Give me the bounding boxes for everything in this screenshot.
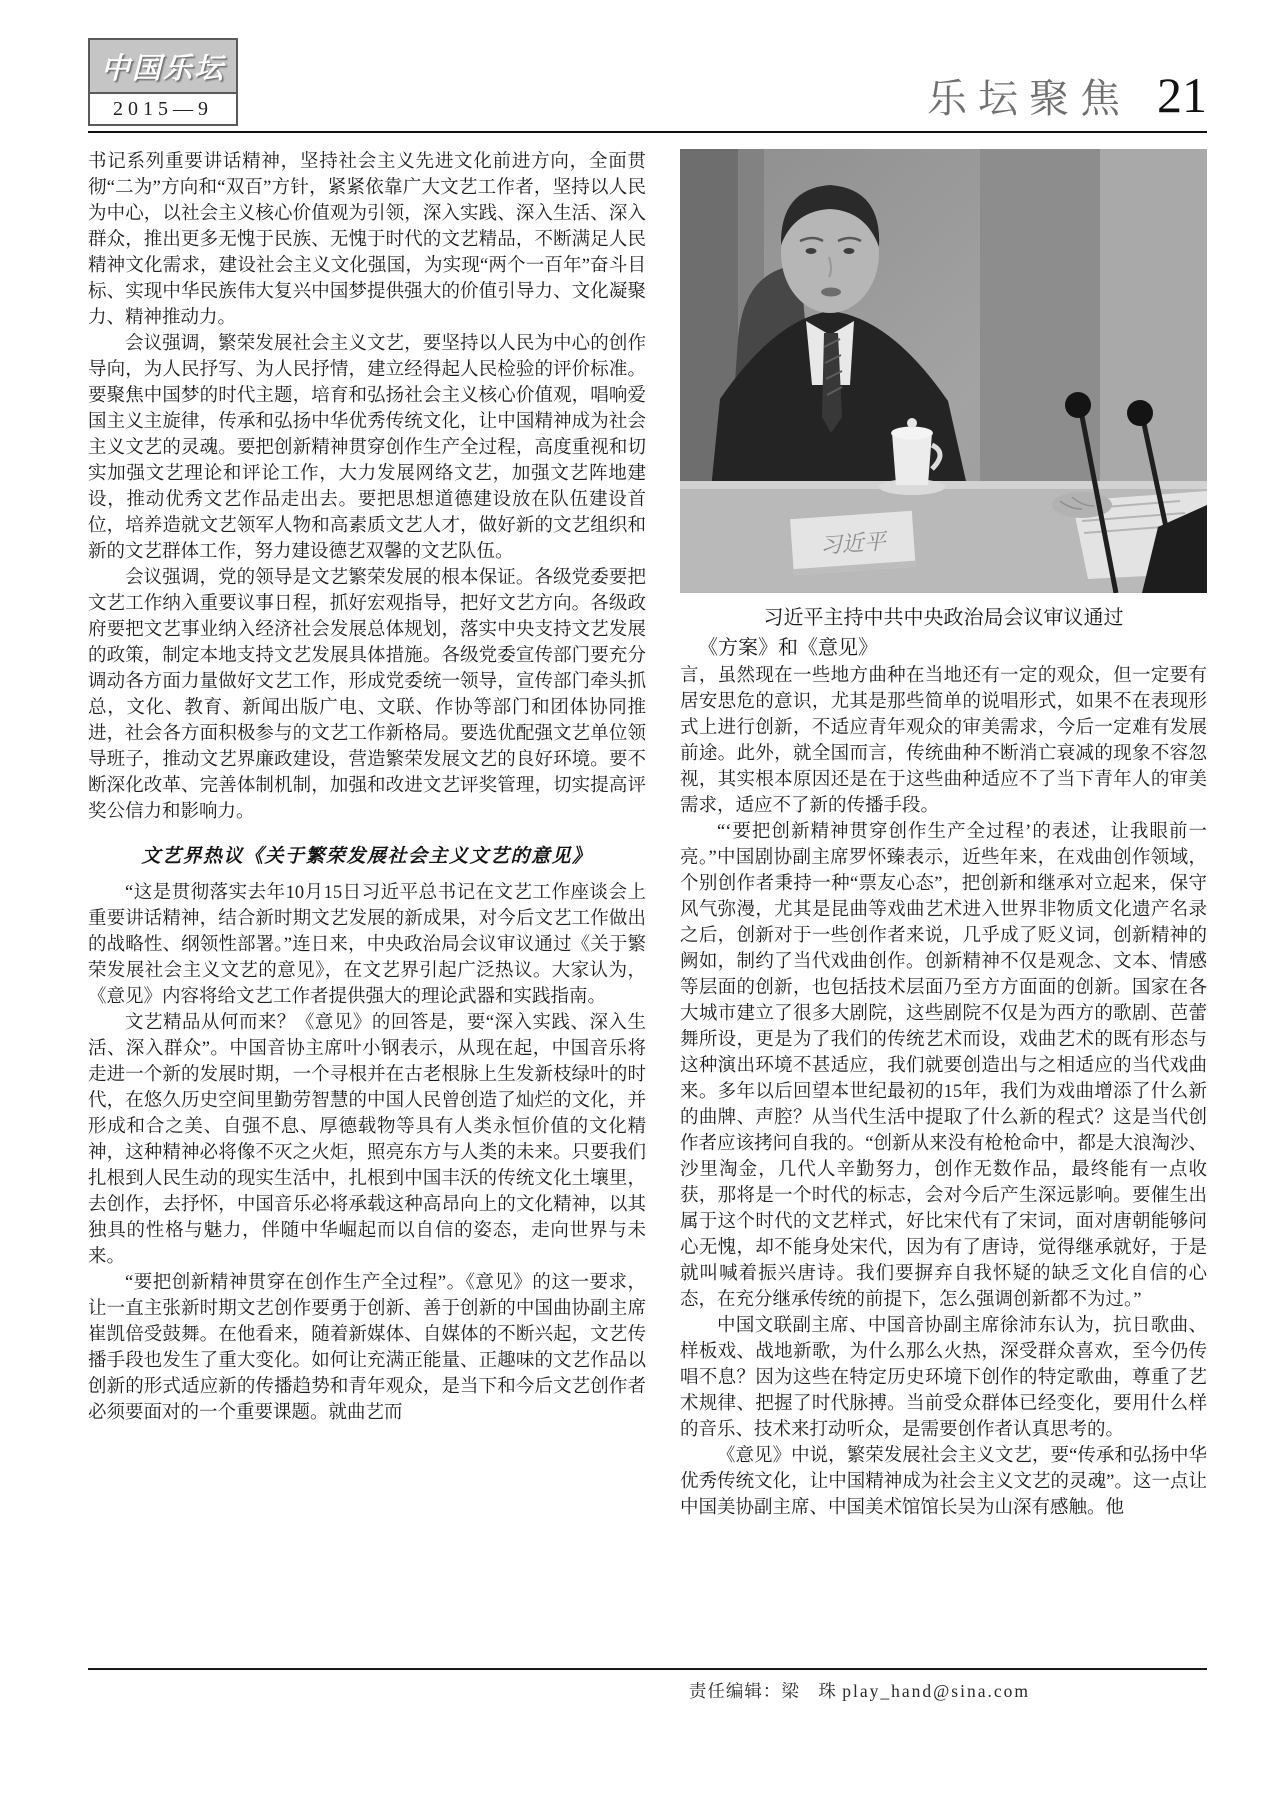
article-paragraph: 《意见》中说，繁荣发展社会主义文艺，要“传承和弘扬中华优秀传统文化，让中国精神成为社会主义文艺的灵魂”。这一点让中国美协副主席、中国美术馆馆长吴为山深有感触。他 xyxy=(680,1446,1207,1518)
editor-label: 责任编辑：梁 珠 xyxy=(688,1681,837,1701)
article-paragraph: 书记系列重要讲话精神，坚持社会主义先进文化前进方向，全面贯彻“二为”方向和“双百”方针，紧紧依靠广大文艺工作者，坚持以人民为中心，以社会主义核心价值观为引领，深入实践、深入生活、深入群众，推出更多无愧于民族、无愧于时代的文艺精品，不断满足人民精神文化需求，建设社会主义文化强国，为实现“两个一百年”奋斗目标、实现中华民族伟大复兴中国梦提供强大的价值引导力、文化凝聚力、精神推动力。 xyxy=(88,152,646,328)
nameplate xyxy=(790,511,916,575)
editor-email: play_hand@sina.com xyxy=(842,1681,1030,1701)
meeting-photo-illustration xyxy=(680,149,1207,593)
article-paragraph: 文艺精品从何而来？《意见》的回答是，要“深入实践、深入生活、深入群众”。中国音协主席叶小钢表示，从现在起，中国音乐将走进一个新的发展时期，一个寻根并在古老根脉上生发新枝绿叶的时代，在悠久历史空间里勤劳智慧的中国人民曾创造了灿烂的文化，并形成和合之美、自强不息、厚德载物等具有人类永恒价值的文化精神，这种精神必将像不灭之火炬，照亮东方与人类的未来。只要我们扎根到人民生动的现实生活中，扎根到中国丰沃的传统文化土壤里，去创作，去抒怀，中国音乐必将承载这种高昂向上的文化精神，以其独具的性格与魅力，伴随中华崛起而以自信的姿态，走向世界与未来。 xyxy=(88,1013,646,1267)
right-column xyxy=(680,149,1207,1655)
nameplate-text: 习近平 xyxy=(819,528,887,559)
article-columns xyxy=(88,149,1207,1655)
editor-credit xyxy=(88,1678,1207,1703)
page-content xyxy=(88,38,1207,1655)
section-title: 乐坛聚焦 xyxy=(927,76,1131,121)
logo-title-cell xyxy=(90,40,236,94)
page-number: 21 xyxy=(1157,67,1207,123)
photo-caption xyxy=(680,603,1207,663)
masthead xyxy=(88,38,1207,126)
meeting-photo xyxy=(680,149,1207,593)
article-paragraph: “‘要把创新精神贯穿创作生产全过程’的表述，让我眼前一亮。”中国剧协副主席罗怀臻表示，近些年来，在戏曲创作领域，个别创作者秉持一种“票友心态”，把创新和继承对立起来，保守风气弥漫，尤其是昆曲等戏曲艺术进入世界非物质文化遗产名录之后，创新对于一些创作者来说，几乎成了贬义词，创新精神的阙如，制约了当代戏曲创作。创新精神不仅是观念、文本、情感等层面的创新，也包括技术层面乃至方方面面的创新。国家在各大城市建立了很多大剧院，这些剧院不仅是为西方的歌剧、芭蕾舞所设，更是为了我们的传统艺术而设，戏曲艺术的既有形态与这种演出环境不甚适应，我们就要创造出与之相适应的当代戏曲来。多年以后回望本世纪最初的15年，我们为戏曲增添了什么新的曲牌、声腔？从当代生活中提取了什么新的程式？这是当代创作者应该拷问自我的。“创新从来没有枪枪命中，都是大浪淘沙、沙里淘金，几代人辛勤努力，创作无数作品，最终能有一点收获，那将是一个时代的标志，会对今后产生深远影响。要催生出属于这个时代的文艺样式，好比宋代有了宋词，面对唐朝能够问心无愧，却不能身处宋代，因为有了唐诗，觉得继承就好，于是就叫喊着振兴唐诗。我们要摒弃自我怀疑的缺乏文化自信的心态，在充分继承传统的前提下，怎么强调创新都不为过。” xyxy=(680,822,1207,1310)
article-paragraph: “这是贯彻落实去年10月15日习近平总书记在文艺工作座谈会上重要讲话精神，结合新时期文艺发展的新成果，对今后文艺工作做出的战略性、纲领性部署。”连日来，中央政治局会议审议通过《关于繁荣发展社会主义文艺的意见》，在文艺界引起广泛热议。大家认为，《意见》内容将给文艺工作者提供强大的理论武器和实践指南。 xyxy=(88,883,646,1007)
issue-number: 2015—9 xyxy=(113,97,213,120)
article-paragraph: 言，虽然现在一些地方曲种在当地还有一定的观众，但一定要有居安思危的意识，尤其是那些简单的说唱形式，如果不在表现形式上进行创新，不适应青年观众的审美需求，今后一定难有发展前途。此外，就全国而言，传统曲种不断消亡衰减的现象不容忽视，其实根本原因还是在于这些曲种适应不了当下青年人的审美需求，适应不了新的传播手段。 xyxy=(680,666,1207,816)
magazine-logo xyxy=(88,38,238,126)
masthead-right xyxy=(927,67,1207,126)
footer-rule xyxy=(88,1668,1207,1670)
logo-issue-cell xyxy=(90,94,236,124)
magazine-title: 中国乐坛 xyxy=(100,50,225,85)
article-paragraph: 会议强调，党的领导是文艺繁荣发展的根本保证。各级党委要把文艺工作纳入重要议事日程，抓好宏观指导，把好文艺方向。各级政府要把文艺事业纳入经济社会发展总体规划，落实中央支持文艺发展的政策，制定本地支持文艺发展具体措施。各级党委宣传部门要充分调动各方面力量做好文艺工作，形成党委统一领导，宣传部门牵头抓总，文化、教育、新闻出版广电、文联、作协等部门和团体协同推进，社会各方面积极参与的文艺工作新格局。要选优配强文艺单位领导班子，推动文艺界廉政建设，营造繁荣发展文艺的良好环境。要不断深化改革、完善体制机制，加强和改进文艺评奖管理，切实提高评奖公信力和影响力。 xyxy=(88,568,646,822)
caption-line-2: 《方案》和《意见》 xyxy=(698,637,878,659)
caption-line-1: 习近平主持中共中央政治局会议审议通过 xyxy=(763,607,1124,629)
article-paragraph: 会议强调，繁荣发展社会主义文艺，要坚持以人民为中心的创作导向，为人民抒写、为人民抒情，建立经得起人民检验的评价标准。要聚焦中国梦的时代主题，培育和弘扬社会主义核心价值观，唱响爱国主义主旋律，传承和弘扬中华优秀传统文化，让中国精神成为社会主义文艺的灵魂。要把创新精神贯穿创作生产全过程，高度重视和切实加强文艺理论和评论工作，大力发展网络文艺，加强文艺阵地建设，推动优秀文艺作品走出去。要把思想道德建设放在队伍建设首位，培养造就文艺领军人物和高素质文艺人才，做好新的文艺组织和新的文艺群体工作，努力建设德艺双馨的文艺队伍。 xyxy=(88,334,646,562)
article-paragraph: 中国文联副主席、中国音协副主席徐沛东认为，抗日歌曲、样板戏、战地新歌，为什么那么火热，深受群众喜欢，至今仍传唱不息？因为这些在特定历史环境下创作的特定歌曲，尊重了艺术规律、把握了时代脉搏。当前受众群体已经变化，要用什么样的音乐、技术来打动听众，是需要创作者认真思考的。 xyxy=(680,1316,1207,1440)
header-rule xyxy=(88,131,1207,133)
left-column xyxy=(88,149,646,1655)
article-paragraph: “要把创新精神贯穿在创作生产全过程”。《意见》的这一要求，让一直主张新时期文艺创作要勇于创新、善于创新的中国曲协副主席崔凯倍受鼓舞。在他看来，随着新媒体、自媒体的不断兴起，文艺传播手段也发生了重大变化。如何让充满正能量、正趣味的文艺作品以创新的形式适应新的传播趋势和青年观众，是当下和今后文艺创作者必须要面对的一个重要课题。就曲艺而 xyxy=(88,1273,646,1423)
section-subtitle: 文艺界热议《关于繁荣发展社会主义文艺的意见》 xyxy=(141,846,593,867)
